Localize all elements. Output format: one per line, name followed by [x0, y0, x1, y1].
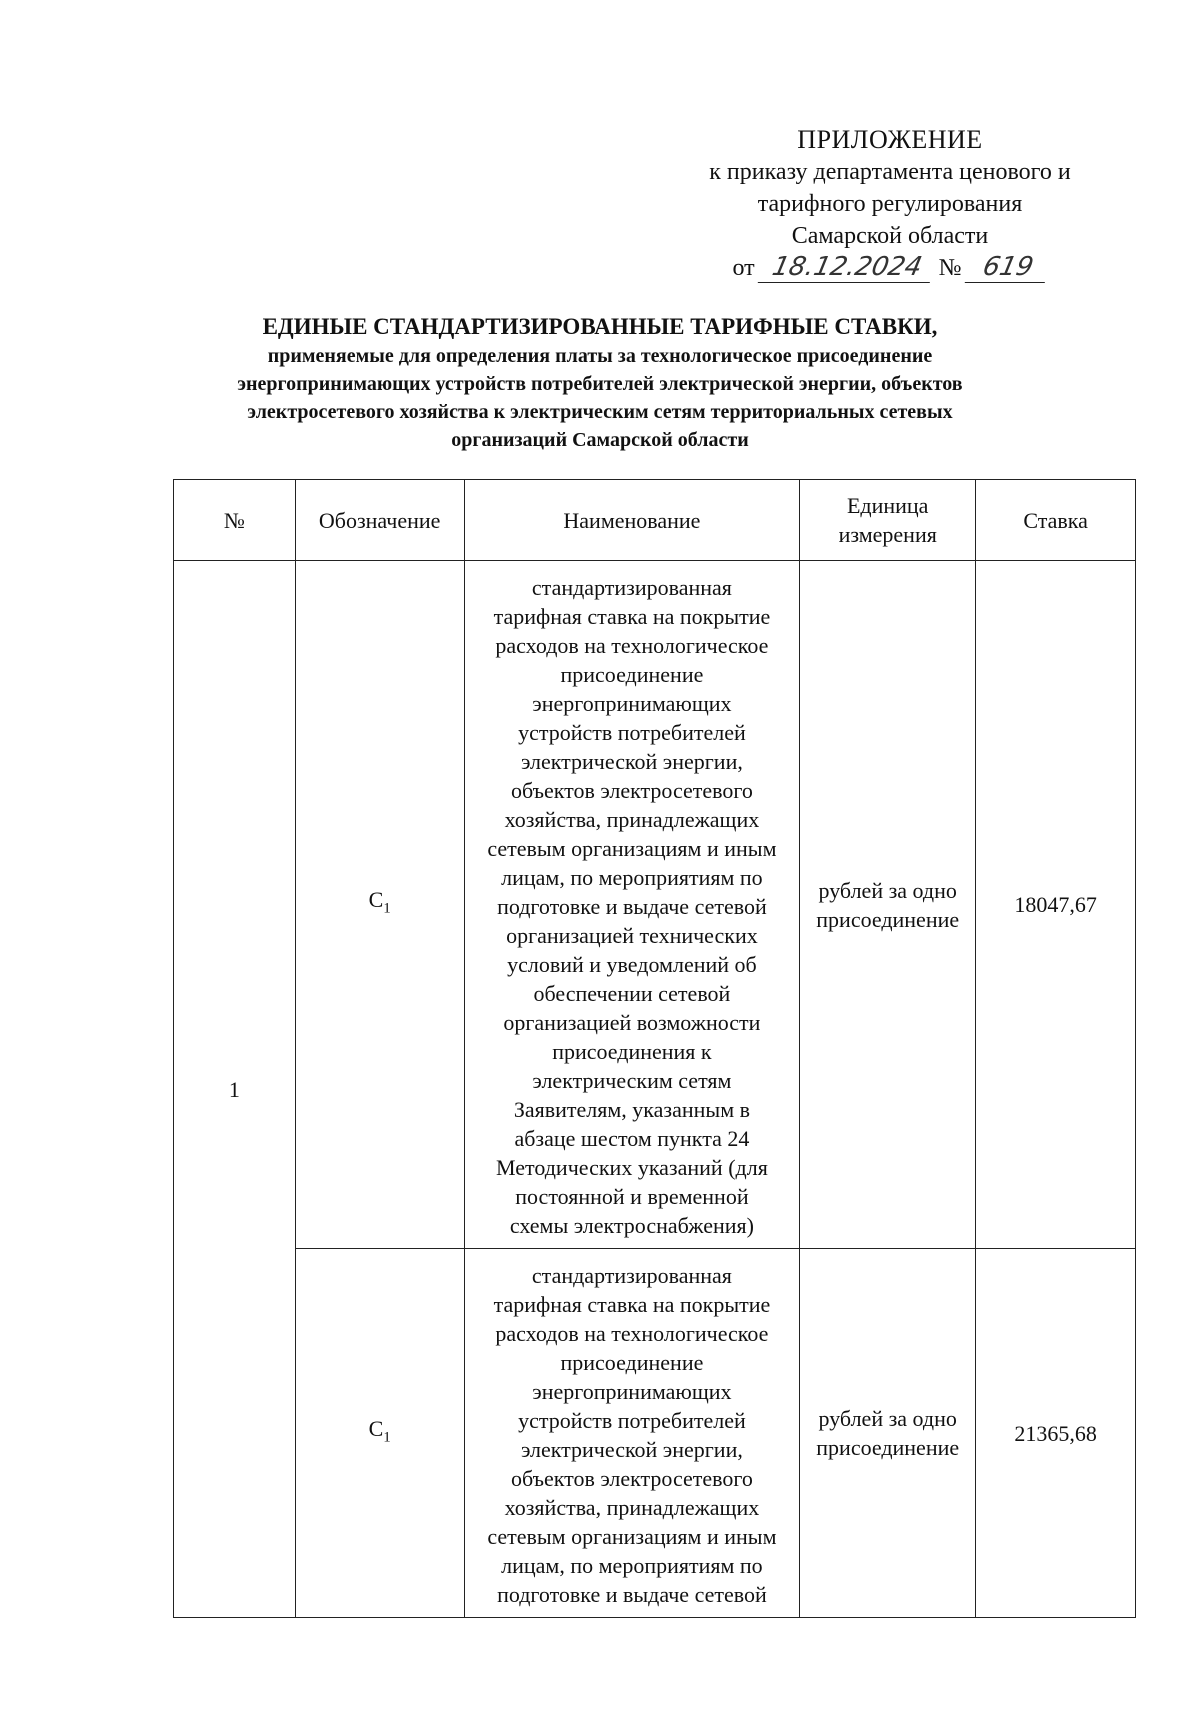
rates-table [173, 479, 1136, 1618]
name-line: устройств потребителей [518, 1408, 746, 1433]
order-date-number-line [640, 252, 1140, 284]
name-line: расходов на технологическое [495, 633, 769, 658]
designation-subscript: 1 [383, 1429, 391, 1446]
name-line: присоединения к [552, 1039, 712, 1064]
name-line: абзаце шестом пункта 24 [514, 1126, 750, 1151]
header-rate: Ставка [976, 480, 1136, 561]
name-line: подготовке и выдаче сетевой [497, 1582, 767, 1607]
name-line: условий и уведомлений об [507, 952, 757, 977]
name-line: присоединение [560, 1350, 704, 1375]
name-line: постоянной и временной [515, 1184, 749, 1209]
header-name: Наименование [464, 480, 800, 561]
appendix-line-3: Самарской области [791, 223, 989, 249]
header-num: № [174, 480, 296, 561]
name-line: энергопринимающих [532, 691, 732, 716]
name-line: Методических указаний (для [496, 1155, 768, 1180]
name-line: организацией возможности [503, 1010, 761, 1035]
name-line: подготовке и выдаче сетевой [497, 894, 767, 919]
unit-cell [800, 561, 976, 1249]
header-unit [800, 480, 976, 561]
order-number-handwritten: 619 [964, 252, 1051, 283]
table-header-row [174, 480, 1136, 561]
group-number-cell: 1 [174, 561, 296, 1618]
name-line: присоединение [560, 662, 704, 687]
name-line: электрической энергии, [520, 749, 743, 774]
rate-cell: 18047,67 [976, 561, 1136, 1249]
name-line: устройств потребителей [518, 720, 746, 745]
name-line: сетевым организациям и иным [487, 836, 777, 861]
title-main: ЕДИНЫЕ СТАНДАРТИЗИРОВАННЫЕ ТАРИФНЫЕ СТАВКИ, [262, 314, 938, 339]
appendix-line-2: тарифного регулирования [757, 191, 1023, 217]
name-line: лицам, по мероприятиям по [501, 1553, 763, 1578]
name-line: Заявителям, указанным в [513, 1097, 751, 1122]
table-row [174, 1249, 1136, 1618]
rate-cell: 21365,68 [976, 1249, 1136, 1618]
header-designation: Обозначение [295, 480, 464, 561]
designation-base: C [368, 1415, 384, 1441]
name-line: хозяйства, принадлежащих [504, 807, 760, 832]
name-line: хозяйства, принадлежащих [504, 1495, 760, 1520]
appendix-line-1: к приказу департамента ценового и [709, 159, 1071, 185]
name-line: расходов на технологическое [495, 1321, 769, 1346]
name-line: стандартизированная [531, 1263, 732, 1288]
name-line: электрическим сетям [532, 1068, 732, 1093]
unit-line-1: рублей за одно [818, 877, 957, 903]
name-line: объектов электросетевого [510, 1466, 753, 1491]
unit-line-2: присоединение [816, 1435, 960, 1460]
document-title [150, 312, 1050, 454]
name-line: объектов электросетевого [510, 778, 753, 803]
header-unit-line-1: Единица [846, 493, 929, 518]
unit-cell [800, 1249, 976, 1618]
name-line: тарифная ставка на покрытие [493, 1292, 771, 1317]
order-date-handwritten: 18.12.2024 [757, 252, 936, 283]
header-unit-line-2: измерения [838, 522, 937, 547]
name-line: схемы электроснабжения) [509, 1213, 754, 1238]
name-line: лицам, по мероприятиям по [501, 865, 763, 890]
date-prefix: от [732, 255, 755, 281]
designation-cell [295, 1249, 464, 1618]
name-line: энергопринимающих [532, 1379, 732, 1404]
name-cell [464, 1249, 800, 1618]
name-cell [464, 561, 800, 1249]
name-line: организацией технических [506, 923, 758, 948]
unit-line-1: рублей за одно [818, 1406, 957, 1431]
designation-base: C [368, 887, 384, 913]
designation-cell [295, 561, 464, 1249]
title-sub-line-4: организаций Самарской области [451, 429, 749, 451]
number-sign: № [938, 255, 962, 281]
designation-subscript: 1 [383, 900, 391, 917]
name-line: сетевым организациям и иным [487, 1524, 777, 1549]
table-row [174, 561, 1136, 1249]
name-line: обеспечении сетевой [533, 981, 731, 1006]
title-sub-line-1: применяемые для определения платы за технологическое присоединение [267, 345, 933, 367]
unit-line-2: присоединение [816, 906, 960, 932]
appendix-block [640, 124, 1140, 284]
title-sub-line-3: электросетевого хозяйства к электрическим сетям территориальных сетевых [247, 401, 953, 423]
name-line: электрической энергии, [520, 1437, 743, 1462]
title-sub-line-2: энергопринимающих устройств потребителей электрической энергии, объектов [237, 373, 963, 395]
name-line: тарифная ставка на покрытие [493, 604, 771, 629]
name-line: стандартизированная [531, 575, 732, 600]
appendix-heading: ПРИЛОЖЕНИЕ [797, 125, 983, 154]
